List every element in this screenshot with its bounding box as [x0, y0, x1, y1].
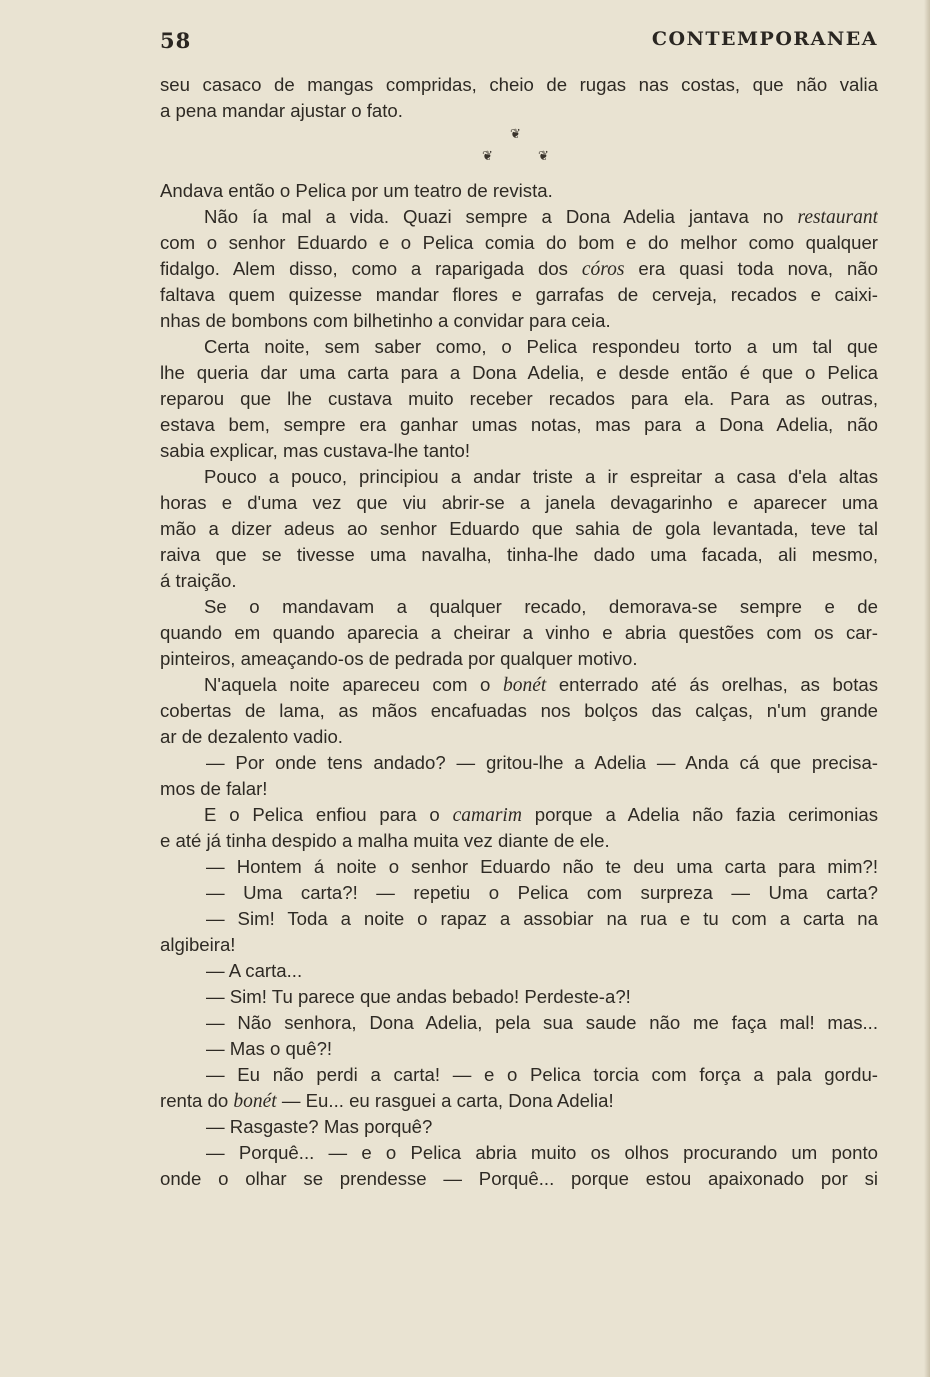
text-line: faltava quem quizesse mandar flores e garrafas de cerveja, recados e caixi- — [160, 284, 878, 305]
text-line: e até já tinha despido a malha muita vez diante de ele. — [160, 830, 610, 851]
italic-word: camarim — [452, 805, 522, 826]
text-line: com o senhor Eduardo e o Pelica comia do bom e do melhor como qualquer — [160, 232, 878, 253]
text-line: horas e d'uma vez que viu abrir-se a janela devagarinho e aparecer uma — [160, 492, 878, 513]
text-line: E o Pelica enfiou para o camarim porque a Adelia não fazia cerimonias — [204, 804, 878, 826]
section-ornament — [160, 124, 878, 163]
page-header — [160, 28, 878, 58]
text-line: Pouco a pouco, principiou a andar triste a ir espreitar a casa d'ela altas — [204, 466, 878, 487]
text-line: Certa noite, sem saber como, o Pelica respondeu torto a um tal que — [204, 336, 878, 357]
text-line: — A carta... — [206, 960, 303, 981]
text-line: — Por onde tens andado? — gritou-lhe a Adelia — Anda cá que precisa- — [206, 752, 878, 773]
text-line: — Hontem á noite o senhor Eduardo não te deu uma carta para mim?! — [206, 856, 878, 877]
text-line: a pena mandar ajustar o fato. — [160, 100, 403, 121]
text-line: lhe queria dar uma carta para a Dona Adelia, e desde então é que o Pelica — [160, 362, 878, 383]
text-line: Não ía mal a vida. Quazi sempre a Dona Adelia jantava no restaurant — [204, 206, 878, 228]
text-line: mão a dizer adeus ao senhor Eduardo que sahia de gola levantada, teve tal — [160, 518, 878, 539]
text-line: cobertas de lama, as mãos encafuadas nos bolços das calças, n'um grande — [160, 700, 878, 721]
text-line: algibeira! — [160, 934, 236, 955]
text-line: onde o olhar se prendesse — Porquê... porque estou apaixonado por si — [160, 1168, 878, 1189]
italic-word: córos — [581, 259, 625, 280]
text-line: ar de dezalento vadio. — [160, 726, 343, 747]
italic-word: restaurant — [797, 207, 878, 228]
text-line: N'aquela noite apareceu com o bonét enterrado até ás orelhas, as botas — [204, 674, 878, 696]
text-line: renta do bonét — Eu... eu rasguei a carta, Dona Adelia! — [160, 1090, 614, 1112]
text-line: á traição. — [160, 570, 237, 591]
text-line: — Mas o quê?! — [206, 1038, 333, 1059]
page-edge-shadow — [924, 0, 930, 1377]
page-number: 58 — [160, 28, 192, 53]
fleuron-icon: ❦ — [482, 148, 493, 163]
text-line: pinteiros, ameaçando-os de pedrada por qualquer motivo. — [160, 648, 638, 669]
text-line: Se o mandavam a qualquer recado, demorava-se sempre e de — [204, 596, 878, 617]
text-line: estava bem, sempre era ganhar umas notas, mas para a Dona Adelia, não — [160, 414, 878, 435]
text-line: sabia explicar, mas custava-lhe tanto! — [160, 440, 471, 461]
text-line: — Eu não perdi a carta! — e o Pelica torcia com força a pala gordu- — [206, 1064, 878, 1085]
text-line: Andava então o Pelica por um teatro de revista. — [160, 180, 553, 201]
text-line: — Porquê... — e o Pelica abria muito os olhos procurando um ponto — [206, 1142, 878, 1163]
fleuron-icon: ❦ — [538, 148, 549, 163]
italic-word: bonét — [502, 675, 547, 696]
fleuron-icon: ❦ — [510, 126, 521, 141]
text-line: quando em quando aparecia a cheirar a vinho e abria questões com os car- — [160, 622, 878, 643]
italic-word: bonét — [233, 1091, 277, 1112]
text-line: — Não senhora, Dona Adelia, pela sua saude não me faça mal! mas... — [206, 1012, 878, 1033]
text-line: reparou que lhe custava muito receber recados para ela. Para as outras, — [160, 388, 878, 409]
text-line: — Sim! Toda a noite o rapaz a assobiar na rua e tu com a carta na — [206, 908, 878, 929]
body-text — [160, 72, 878, 1192]
text-line: seu casaco de mangas compridas, cheio de rugas nas costas, que não valia — [160, 74, 878, 95]
text-line: — Uma carta?! — repetiu o Pelica com surpreza — Uma carta? — [206, 882, 878, 903]
running-title: CONTEMPORANEA — [651, 28, 878, 50]
text-line: — Rasgaste? Mas porquê? — [206, 1116, 433, 1137]
text-line: fidalgo. Alem disso, como a raparigada dos córos era quasi toda nova, não — [160, 258, 878, 280]
text-line: — Sim! Tu parece que andas bebado! Perdeste-a?! — [206, 986, 631, 1007]
text-line: raiva que se tivesse uma navalha, tinha-lhe dado uma facada, ali mesmo, — [160, 544, 878, 565]
text-line: mos de falar! — [160, 778, 268, 799]
text-line: nhas de bombons com bilhetinho a convidar para ceia. — [160, 310, 611, 331]
